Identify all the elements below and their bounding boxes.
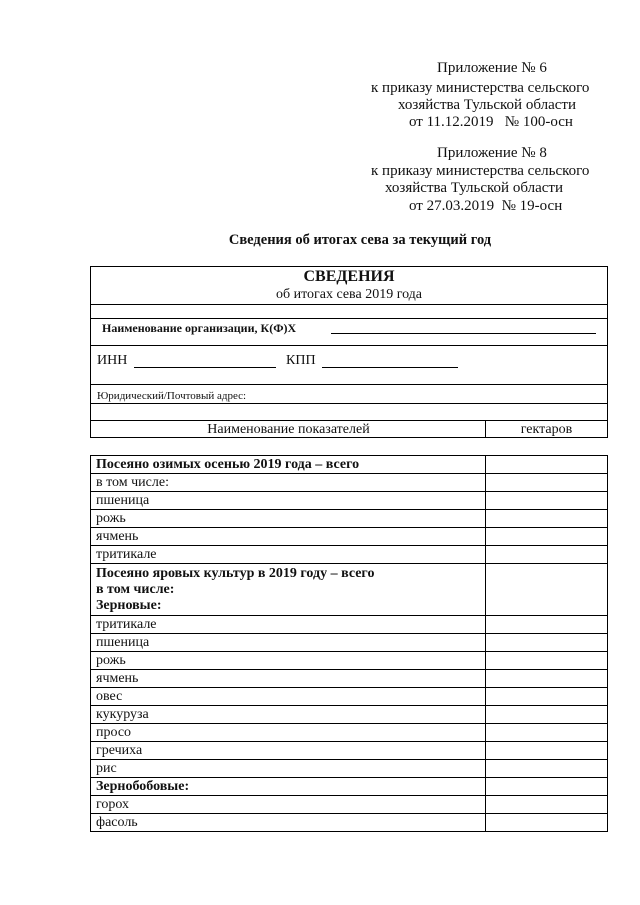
unit-column-header: гектаров (520, 422, 573, 437)
appendix-order-line: к приказу министерства сельского (371, 163, 590, 179)
indicator-label: тритикале (96, 546, 157, 562)
inn-field-line (134, 367, 276, 368)
appendix-title: Приложение № 6 (437, 60, 547, 76)
indicator-label: ячмень (96, 528, 139, 544)
hectares-cell (486, 706, 608, 724)
indicator-label: пшеница (96, 492, 150, 508)
indicator-label: рожь (96, 510, 126, 526)
table-row (91, 706, 608, 724)
indicator-label: просо (96, 724, 132, 740)
table-row (91, 510, 608, 528)
inn-label: ИНН (97, 353, 128, 368)
table-row (91, 760, 608, 778)
table-row (91, 634, 608, 652)
divider (91, 384, 607, 385)
indicator-cell (91, 492, 486, 510)
table-row (91, 564, 608, 616)
indicator-cell (91, 564, 486, 616)
indicator-label: пшеница (96, 634, 150, 650)
indicator-cell (91, 670, 486, 688)
indicator-cell (91, 510, 486, 528)
indicator-cell (91, 706, 486, 724)
indicator-label: тритикале (96, 616, 157, 632)
divider (91, 345, 607, 346)
indicator-cell (91, 688, 486, 706)
indicator-label: фасоль (96, 814, 138, 830)
table-row (91, 474, 608, 492)
hectares-cell (486, 778, 608, 796)
organization-label: Наименование организации, К(Ф)Х (102, 321, 297, 335)
indicator-label: в том числе: (96, 474, 169, 490)
hectares-cell (486, 742, 608, 760)
indicator-label: кукуруза (96, 706, 149, 722)
indicator-cell (91, 652, 486, 670)
table-row (91, 814, 608, 832)
table-row (91, 492, 608, 510)
indicator-label: гречиха (96, 742, 143, 758)
divider (91, 304, 607, 305)
hectares-cell (486, 474, 608, 492)
indicator-label: овес (96, 688, 123, 704)
table-row (91, 456, 608, 474)
table-row (91, 546, 608, 564)
appendix-order-line: к приказу министерства сельского (371, 80, 590, 96)
hectares-cell (486, 652, 608, 670)
organization-field-line (331, 333, 596, 334)
indicator-label: Зерновые: (96, 597, 162, 613)
table-row (91, 778, 608, 796)
appendix-date-number: от 27.03.2019 № 19-осн (409, 198, 563, 214)
indicator-cell (91, 528, 486, 546)
appendix-region-line: хозяйства Тульской области (385, 180, 563, 196)
indicator-label: рис (96, 760, 117, 776)
divider (91, 420, 607, 421)
table-row (91, 688, 608, 706)
indicator-label: Посеяно яровых культур в 2019 году – всего (96, 565, 375, 581)
indicator-label: Зернобобовые: (96, 778, 190, 794)
form-header-box (90, 266, 608, 438)
hectares-cell (486, 616, 608, 634)
kpp-label: КПП (286, 353, 316, 368)
hectares-cell (486, 760, 608, 778)
indicator-cell (91, 616, 486, 634)
table-row (91, 616, 608, 634)
hectares-cell (486, 510, 608, 528)
hectares-cell (486, 814, 608, 832)
table-row (91, 670, 608, 688)
hectares-cell (486, 670, 608, 688)
hectares-cell (486, 492, 608, 510)
table-row (91, 724, 608, 742)
appendix-region-line: хозяйства Тульской области (398, 97, 576, 113)
indicator-cell (91, 456, 486, 474)
table-row (91, 652, 608, 670)
hectares-cell (486, 688, 608, 706)
form-heading: СВЕДЕНИЯ (303, 268, 395, 285)
table-row (91, 742, 608, 760)
hectares-cell (486, 528, 608, 546)
indicator-cell (91, 474, 486, 492)
address-label: Юридический/Почтовый адрес: (97, 390, 247, 402)
hectares-cell (486, 564, 608, 616)
indicator-label: ячмень (96, 670, 139, 686)
indicator-column-header: Наименование показателей (207, 422, 370, 437)
indicator-label: в том числе: (96, 581, 175, 597)
form-subheading: об итогах сева 2019 года (275, 287, 423, 302)
appendix-date-number: от 11.12.2019 № 100-осн (409, 114, 573, 130)
indicator-cell (91, 742, 486, 760)
table-row (91, 796, 608, 814)
hectares-cell (486, 634, 608, 652)
kpp-field-line (322, 367, 458, 368)
indicator-cell (91, 634, 486, 652)
hectares-cell (486, 546, 608, 564)
divider (91, 403, 607, 404)
indicator-cell (91, 760, 486, 778)
indicator-cell (91, 796, 486, 814)
indicator-label: Посеяно озимых осенью 2019 года – всего (96, 456, 360, 472)
indicator-label: рожь (96, 652, 126, 668)
indicator-cell (91, 814, 486, 832)
hectares-cell (486, 456, 608, 474)
appendix-title: Приложение № 8 (437, 145, 547, 161)
divider (91, 318, 607, 319)
document-title: Сведения об итогах сева за текущий год (228, 232, 492, 248)
indicator-cell (91, 546, 486, 564)
hectares-cell (486, 724, 608, 742)
table-row (91, 528, 608, 546)
hectares-cell (486, 796, 608, 814)
indicator-cell (91, 778, 486, 796)
indicator-label: горох (96, 796, 130, 812)
indicator-cell (91, 724, 486, 742)
sown-area-table (90, 455, 608, 832)
